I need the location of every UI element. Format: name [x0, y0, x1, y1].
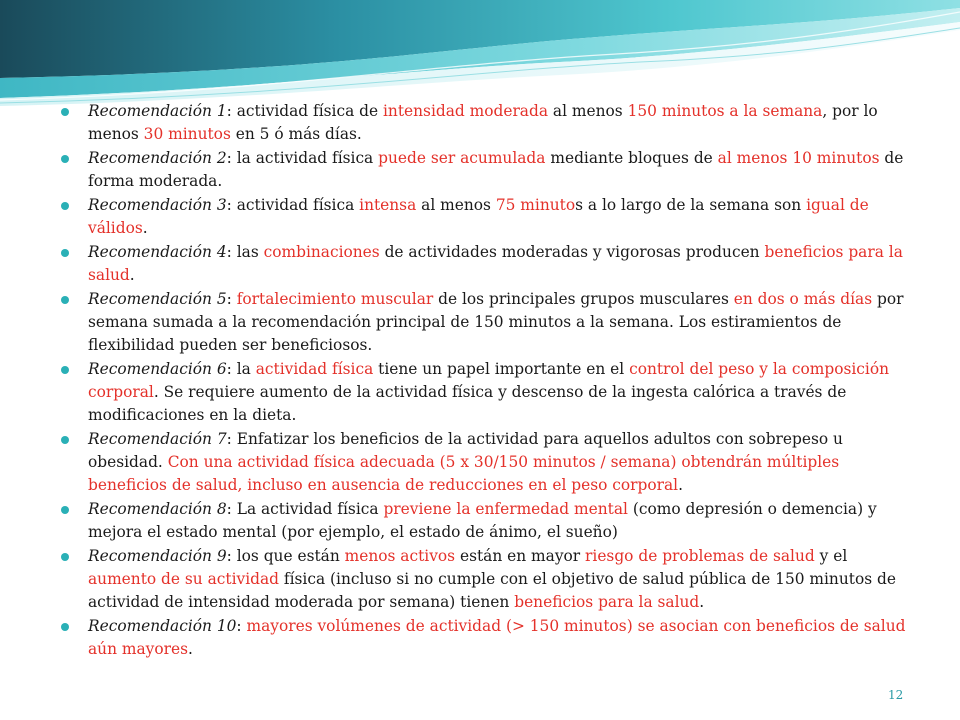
- body-text: en 5 ó más días.: [230, 125, 362, 143]
- body-text: , por lo menos: [88, 102, 878, 143]
- bullet-dot-icon: [61, 296, 69, 304]
- body-text: de los principales grupos musculares: [433, 290, 734, 308]
- highlighted-text: control del peso y la composición corporal: [88, 360, 890, 401]
- body-text: :: [226, 290, 237, 308]
- highlighted-text: aumento de su actividad: [88, 570, 280, 588]
- bullet-dot-icon: [61, 436, 69, 444]
- bullet-dot-icon: [61, 553, 69, 561]
- body-text: : los que están: [226, 547, 345, 565]
- body-text: de forma moderada.: [88, 149, 904, 190]
- recommendation-label: Recomendación 9: [88, 547, 227, 565]
- highlighted-text: en dos o más días: [733, 290, 873, 308]
- highlighted-text: fortalecimiento muscular: [236, 290, 434, 308]
- highlighted-text: intensidad moderada: [383, 102, 549, 120]
- recommendation-label: Recomendación 2: [88, 149, 227, 167]
- body-text: al menos: [416, 196, 496, 214]
- recommendation-item: [60, 615, 920, 661]
- recommendation-label: Recomendación 8: [88, 500, 227, 518]
- highlighted-text: 30 minutos: [143, 125, 231, 143]
- body-text: .: [678, 476, 684, 494]
- recommendation-label: Recomendación 3: [88, 196, 227, 214]
- recommendation-item: [60, 194, 920, 240]
- recommendation-item: [60, 147, 920, 193]
- recommendation-label: Recomendación 4: [88, 243, 227, 261]
- recommendation-item: [60, 241, 920, 287]
- body-text: al menos: [548, 102, 628, 120]
- body-text: : la actividad física: [226, 149, 379, 167]
- body-text: y el: [814, 547, 848, 565]
- recommendation-label: Recomendación 7: [88, 430, 227, 448]
- body-text: por semana sumada a la recomendación principal de 150 minutos a la semana. Los estiramientos de flexibilidad pueden ser beneficiosos.: [88, 290, 904, 354]
- recommendation-label: Recomendación 1: [88, 102, 227, 120]
- highlighted-text: al menos 10 minutos: [717, 149, 880, 167]
- recommendation-label: Recomendación 10: [88, 617, 237, 635]
- body-text: .: [699, 593, 705, 611]
- highlighted-text: beneficios para la salud: [88, 243, 903, 284]
- recommendation-item: [60, 545, 920, 614]
- bullet-dot-icon: [61, 155, 69, 163]
- body-text: (como depresión o demencia) y mejora el estado mental (por ejemplo, el estado de ánimo, el sueño): [88, 500, 877, 541]
- body-text: mediante bloques de: [545, 149, 718, 167]
- highlighted-text: menos activos: [344, 547, 456, 565]
- body-text: .: [129, 266, 135, 284]
- highlighted-text: previene la enfermedad mental: [383, 500, 628, 518]
- recommendation-label: Recomendación 5: [88, 290, 227, 308]
- highlighted-text: mayores volúmenes de actividad (> 150 minutos) se asocian con beneficios de salud aún mayores: [88, 617, 906, 658]
- highlighted-text: 75 minuto: [495, 196, 576, 214]
- recommendation-item: [60, 288, 920, 357]
- body-text: s a lo largo de la semana son: [575, 196, 807, 214]
- body-text: .: [188, 640, 193, 658]
- body-text: : actividad física: [226, 196, 360, 214]
- highlighted-text: puede ser acumulada: [378, 149, 546, 167]
- highlighted-text: Con una actividad física adecuada (5 x 30/150 minutos / semana) obtendrán múltiples beneficios de salud, incluso en ausencia de reducciones en el peso corporal: [88, 453, 840, 494]
- recommendation-item: [60, 428, 920, 497]
- body-text: de actividades moderadas y vigorosas producen: [379, 243, 765, 261]
- body-text: . Se requiere aumento de la actividad física y descenso de la ingesta calórica a través de modificaciones en la dieta.: [88, 383, 847, 424]
- body-text: : actividad física de: [226, 102, 383, 120]
- body-text: están en mayor: [455, 547, 586, 565]
- bullet-dot-icon: [61, 623, 69, 631]
- page-number: 12: [888, 688, 904, 702]
- recommendation-item: [60, 358, 920, 427]
- body-text: física (incluso si no cumple con el objetivo de salud pública de 150 minutos de actividad de intensidad moderada por semana) tienen: [88, 570, 896, 611]
- bullet-dot-icon: [61, 506, 69, 514]
- highlighted-text: intensa: [359, 196, 417, 214]
- highlighted-text: riesgo de problemas de salud: [585, 547, 815, 565]
- highlighted-text: actividad física: [255, 360, 374, 378]
- bullet-dot-icon: [61, 202, 69, 210]
- recommendation-item: [60, 498, 920, 544]
- recommendation-label: Recomendación 6: [88, 360, 227, 378]
- highlighted-text: beneficios para la salud: [514, 593, 700, 611]
- body-text: :: [236, 617, 247, 635]
- body-text: .: [142, 219, 148, 237]
- highlighted-text: igual de válidos: [88, 196, 869, 237]
- decorative-wave-header: [0, 0, 960, 110]
- recommendation-list: [60, 100, 920, 662]
- body-text: : Enfatizar los beneficios de la actividad para aquellos adultos con sobrepeso u obesidad.: [88, 430, 843, 471]
- body-text: tiene un papel importante en el: [373, 360, 630, 378]
- bullet-dot-icon: [61, 108, 69, 116]
- recommendation-item: [60, 100, 920, 146]
- body-text: : la: [226, 360, 256, 378]
- body-text: : La actividad física: [226, 500, 384, 518]
- bullet-dot-icon: [61, 366, 69, 374]
- bullet-dot-icon: [61, 249, 69, 257]
- highlighted-text: combinaciones: [263, 243, 380, 261]
- highlighted-text: 150 minutos a la semana: [627, 102, 823, 120]
- body-text: : las: [226, 243, 264, 261]
